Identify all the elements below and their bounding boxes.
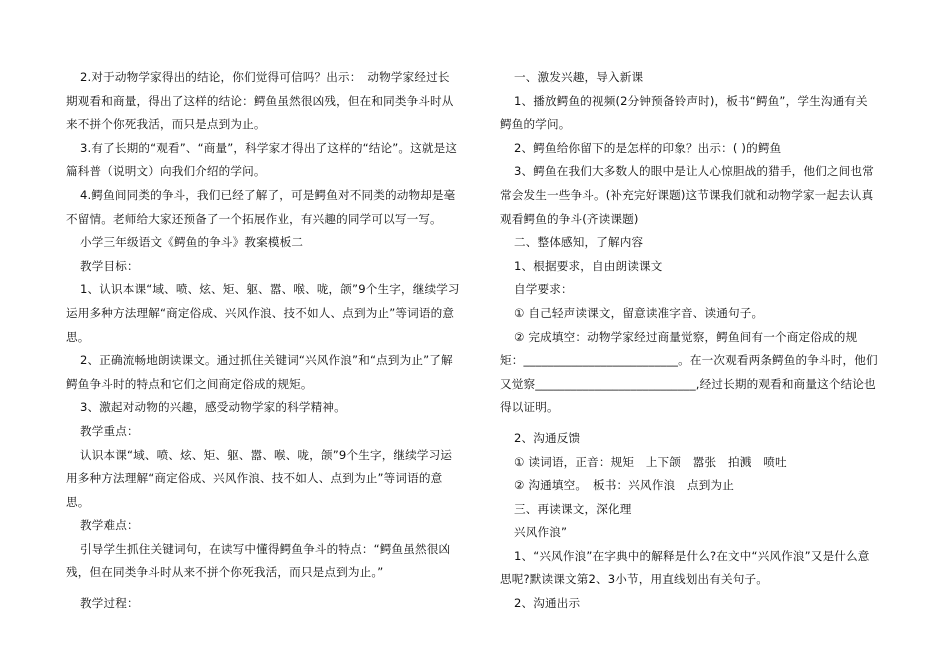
paragraph: 2、沟通出示 <box>514 596 581 611</box>
paragraph: 1、根据要求，自由朗读课文 <box>514 258 663 273</box>
paragraph: 1、认识本课“域、喷、炫、矩、躯、嚣、喉、咙，颌”9个生字，继续学习运用多种方法理解“商定俗成、兴风作浪、技不如人、点到为止”等词语的意思。 <box>66 282 460 344</box>
section-heading: 教学难点： <box>80 518 139 533</box>
spacer <box>66 585 460 592</box>
paragraph: 2.对于动物学家得出的结论，你们觉得可信吗？出示： 动物学家经过长期观看和商量，得出了这样的结论：鳄鱼虽然很凶残，但在和同类争斗时从来不拼个你死我活，而只是点到为止。 <box>66 70 454 132</box>
paragraph: 3、鳄鱼在我们大多数人的眼中是让人心惊胆战的猎手，他们之间也常常会发生一些争斗。(补充完好课题)这节课我们就和动物学家一起去认真观看鳄鱼的争斗(齐读课题) <box>500 164 874 226</box>
section-heading: 二、整体感知，了解内容 <box>514 235 644 250</box>
paragraph: 2、鳄鱼给你留下的是怎样的印象？出示：( )的鳄鱼 <box>514 140 782 155</box>
paragraph: 2、正确流畅地朗读课文。通过抓住关键词“兴风作浪”和“点到为止”了解鳄鱼争斗时的特点和它们之间商定俗成的规矩。 <box>66 353 453 391</box>
paragraph: 1、播放鳄鱼的视频(2分钟预备铃声时)，板书“鳄鱼”，学生沟通有关鳄鱼的学问。 <box>500 93 868 132</box>
section-heading: 一、激发兴趣，导入新课 <box>514 70 644 84</box>
section-heading: 教学重点： <box>80 423 139 438</box>
paragraph: 3.有了长期的“观看”、“商量”，科学家才得出了这样的“结论”。这就是这篇科普（说明文）向我们介绍的学问。 <box>66 140 458 179</box>
list-item: ② 沟通填空。 板书：兴风作浪 点到为止 <box>514 478 734 493</box>
paragraph: 兴风作浪” <box>514 525 568 540</box>
section-heading: 教学目标： <box>80 258 139 273</box>
list-item: ① 自己轻声读课文，留意读准字音、读通句子。 <box>514 305 764 320</box>
paragraph: 认识本课“域、喷、炫、矩、躯、嚣、喉、咙，颌”9个生字，继续学习运用多种方法理解“商定俗成、兴风作浪、技不如人、点到为止”等词语的意思。 <box>66 447 453 509</box>
section-heading: 教学过程： <box>80 596 139 611</box>
list-item: ② 完成填空：动物学家经过商量觉察，鳄鱼间有一个商定俗成的规矩：__________________________。在一次观看两条鳄鱼的争斗时，他们又觉察___________________________,经过长期的观看和商量这个结论也得以证明。 <box>500 329 878 415</box>
spacer <box>500 420 878 427</box>
list-item: ① 读词语，正音：规矩 上下颌 嚣张 拍溅 喷吐 <box>514 454 787 469</box>
paragraph: 3、激起对动物的兴趣，感受动物学家的科学精神。 <box>80 400 346 415</box>
lesson-title: 小学三年级语文《鳄鱼的争斗》教案模板二 <box>80 235 304 250</box>
paragraph: 1、“兴风作浪”在字典中的解释是什么?在文中“兴风作浪”又是什么意思呢?默读课文第2、3小节，用直线划出有关句子。 <box>500 548 870 587</box>
paragraph: 4.鳄鱼间同类的争斗，我们已经了解了，可是鳄鱼对不同类的动物却是毫不留情。老师给大家还预备了一个拓展作业，有兴趣的同学可以写一写。 <box>66 187 456 226</box>
right-column <box>500 66 878 616</box>
section-heading: 三、再读课文，深化理 <box>514 501 632 516</box>
paragraph: 自学要求： <box>514 282 573 297</box>
paragraph: 引导学生抓住关键词句，在读写中懂得鳄鱼争斗的特点：“鳄鱼虽然很凶残，但在同类争斗时从来不拼个你死我活，而只是点到为止。” <box>66 541 451 580</box>
paragraph: 2、沟通反馈 <box>514 430 581 445</box>
left-column <box>66 66 460 616</box>
